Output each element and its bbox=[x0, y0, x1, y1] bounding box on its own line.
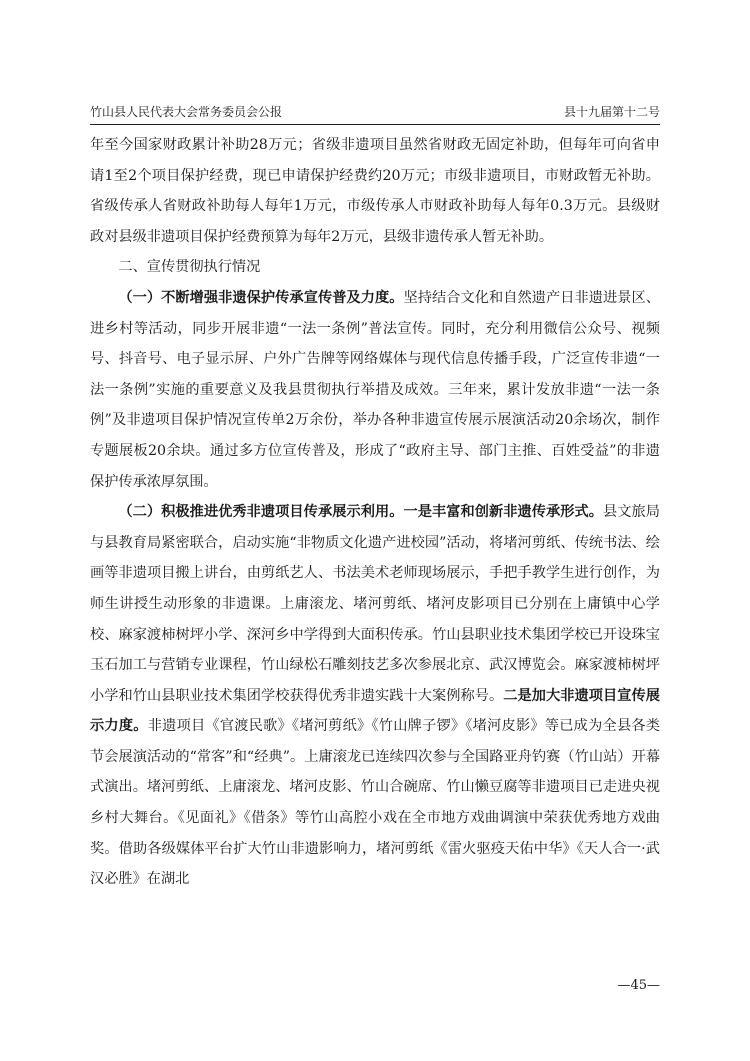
paragraph-inheritance-sub2: 二是加大非遗项目宣传展示力度。 bbox=[90, 687, 660, 735]
page-header bbox=[90, 100, 660, 120]
document-body bbox=[90, 130, 660, 895]
paragraph-inheritance-title: （二）积极推进优秀非遗项目传承展示利用。 bbox=[118, 504, 404, 521]
paragraph-inheritance-body2: 非遗项目《官渡民歌》《堵河剪纸》《竹山牌子锣》《堵河皮影》等已成为全县各类节会展演活动的“常客”和“经典”。上庸滚龙已连续四次参与全国路亚舟钓赛（竹山站）开幕式演出。堵河剪纸、上庸滚龙、堵河皮影、竹山合碗席、竹山懒豆腐等非遗项目已走进央视乡村大舞台。《见面礼》《借条》等竹山高腔小戏在全市地方戏曲调演中荣获优秀地方戏曲奖。借助各级媒体平台扩大竹山非遗影响力，堵河剪纸《雷火驱疫天佑中华》《天人合一·武汉必胜》在湖北 bbox=[90, 718, 660, 888]
header-publication-title: 竹山县人民代表大会常务委员会公报 bbox=[90, 105, 283, 119]
header-issue-number: 县十九届第十二号 bbox=[563, 105, 660, 119]
paragraph-inheritance-body1: 县文旅局与县教育局紧密联合，启动实施“非物质文化遗产进校园”活动，将堵河剪纸、传统书法、绘画等非遗项目搬上讲台，由剪纸艺人、书法美术老师现场展示，手把手教学生进行创作，为师生讲授生动形象的非遗课。上庸滚龙、堵河剪纸、堵河皮影项目已分别在上庸镇中心学校、麻家渡柿树坪小学、深河乡中学得到大面积传承。竹山县职业技术集团学校已开设珠宝玉石加工与营销专业课程，竹山绿松石雕刻技艺多次参展北京、武汉博览会。麻家渡柿树坪小学和竹山县职业技术集团学校获得优秀非遗实践十大案例称号。 bbox=[90, 504, 660, 704]
paragraph-inheritance-sub1: 一是丰富和创新非遗传承形式。 bbox=[403, 504, 604, 521]
paragraph-publicity-title: （一）不断增强非遗保护传承宣传普及力度。 bbox=[118, 289, 404, 306]
paragraph-funding: 年至今国家财政累计补助28万元；省级非遗项目虽然省财政无固定补助，但每年可向省申请1至2个项目保护经费，现已申请保护经费约20万元；市级非遗项目，市财政暂无补助。省级传承人省财政补助每人每年1万元，市级传承人市财政补助每人每年0.3万元。县级财政对县级非遗项目保护经费预算为每年2万元，县级非遗传承人暂无补助。 bbox=[90, 137, 660, 245]
paragraph-publicity-body: 坚持结合文化和自然遗产日非遗进景区、进乡村等活动，同步开展非遗“一法一条例”普法宣传。同时，充分利用微信公众号、视频号、抖音号、电子显示屏、户外广告牌等网络媒体与现代信息传播手段，广泛宣传非遗“一法一条例”实施的重要意义及我县贯彻执行举措及成效。三年来，累计发放非遗“一法一条例”及非遗项目保护情况宣传单2万余份，举办各种非遗宣传展示展演活动20余场次，制作专题展板20余块。通过多方位宣传普及，形成了“政府主导、部门主推、百姓受益”的非遗保护传承浓厚氛围。 bbox=[90, 289, 660, 490]
paragraph-inheritance bbox=[90, 497, 660, 895]
paragraph-publicity bbox=[90, 283, 660, 497]
header-divider bbox=[90, 124, 660, 125]
page-number: —45— bbox=[617, 978, 660, 993]
section-heading: 二、宣传贯彻执行情况 bbox=[118, 259, 261, 276]
